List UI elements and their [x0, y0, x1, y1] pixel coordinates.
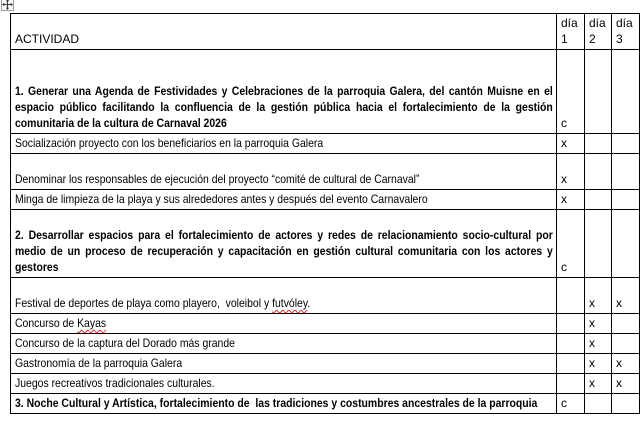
day1-mark-cell[interactable]: [557, 278, 585, 314]
activity-cell[interactable]: [11, 334, 557, 354]
activity-text: Minga de limpieza de la playa y sus alrededores antes y después del evento Carnavalero: [15, 192, 428, 206]
day3-mark-cell[interactable]: x: [612, 374, 640, 394]
table-move-handle-icon[interactable]: [1, 0, 14, 11]
activity-schedule-table: [10, 13, 640, 414]
table-row: [11, 134, 640, 154]
table-row: [11, 278, 640, 314]
misspelled-word: futvóley: [272, 296, 308, 310]
day3-mark-cell[interactable]: [612, 134, 640, 154]
day3-mark-cell[interactable]: [612, 210, 640, 278]
activity-text: Juegos recreativos tradicionales culturales.: [15, 376, 215, 390]
day1-mark-cell[interactable]: [557, 354, 585, 374]
day1-mark-cell[interactable]: c: [557, 210, 585, 278]
activity-text: Denominar los responsables de ejecución del proyecto “comité de cultural de Carnaval”: [15, 172, 420, 186]
column-header-dia-3[interactable]: día 3: [612, 14, 640, 50]
day2-mark-cell[interactable]: [585, 50, 612, 134]
column-header-dia-2[interactable]: día 2: [585, 14, 612, 50]
activity-cell[interactable]: [11, 154, 557, 190]
table-row: [11, 394, 640, 414]
table-row: [11, 50, 640, 134]
activity-cell[interactable]: [11, 394, 557, 414]
day2-mark-cell[interactable]: x: [585, 314, 612, 334]
day3-mark-cell[interactable]: [612, 394, 640, 414]
column-header-dia-1[interactable]: día 1: [557, 14, 585, 50]
activity-text: Concurso de Kayas: [15, 316, 107, 330]
misspelled-word: Kayas: [77, 316, 107, 330]
day2-mark-cell[interactable]: [585, 134, 612, 154]
table-row: [11, 354, 640, 374]
table-body: [11, 50, 640, 414]
column-header-actividad[interactable]: ACTIVIDAD: [11, 14, 557, 50]
table-row: [11, 154, 640, 190]
day1-mark-cell[interactable]: x: [557, 134, 585, 154]
header-row: [11, 14, 640, 50]
day3-mark-cell[interactable]: x: [612, 354, 640, 374]
day2-mark-cell[interactable]: [585, 394, 612, 414]
activity-text: Festival de deportes de playa como playero, voleibol y futvóley.: [15, 296, 311, 310]
day3-mark-cell[interactable]: [612, 334, 640, 354]
activity-cell[interactable]: [11, 374, 557, 394]
day3-mark-cell[interactable]: [612, 50, 640, 134]
activity-cell[interactable]: [11, 314, 557, 334]
activity-text: 2. Desarrollar espacios para el fortalecimiento de actores y redes de relacionamiento socio-cultural por medio de un proceso de recuperación y capacitación en gestión cultural comunitaria con los actores y gestores: [15, 228, 556, 274]
day3-mark-cell[interactable]: [612, 154, 640, 190]
activity-cell[interactable]: [11, 50, 557, 134]
activity-text: Concurso de la captura del Dorado más grande: [15, 336, 235, 350]
day3-mark-cell[interactable]: x: [612, 278, 640, 314]
activity-cell[interactable]: [11, 210, 557, 278]
table-row: [11, 334, 640, 354]
activity-cell[interactable]: [11, 190, 557, 210]
day2-mark-cell[interactable]: x: [585, 278, 612, 314]
day2-mark-cell[interactable]: x: [585, 354, 612, 374]
activity-text: Socialización proyecto con los beneficiarios en la parroquia Galera: [15, 136, 324, 150]
day2-mark-cell[interactable]: [585, 190, 612, 210]
day2-mark-cell[interactable]: x: [585, 374, 612, 394]
day3-mark-cell[interactable]: [612, 190, 640, 210]
table-row: [11, 374, 640, 394]
activity-text: Gastronomía de la parroquia Galera: [15, 356, 183, 370]
day1-mark-cell[interactable]: x: [557, 154, 585, 190]
day1-mark-cell[interactable]: [557, 314, 585, 334]
activity-text: 3. Noche Cultural y Artística, fortalecimiento de las tradiciones y costumbres ancestrales de la parroquia: [15, 396, 538, 410]
day1-mark-cell[interactable]: c: [557, 394, 585, 414]
table-row: [11, 190, 640, 210]
day3-mark-cell[interactable]: [612, 314, 640, 334]
table-row: [11, 314, 640, 334]
activity-cell[interactable]: [11, 354, 557, 374]
day2-mark-cell[interactable]: [585, 154, 612, 190]
day2-mark-cell[interactable]: [585, 210, 612, 278]
activity-cell[interactable]: [11, 134, 557, 154]
day1-mark-cell[interactable]: c: [557, 50, 585, 134]
day2-mark-cell[interactable]: x: [585, 334, 612, 354]
table-row: [11, 210, 640, 278]
day1-mark-cell[interactable]: x: [557, 190, 585, 210]
day1-mark-cell[interactable]: [557, 334, 585, 354]
activity-text: 1. Generar una Agenda de Festividades y Celebraciones de la parroquia Galera, del cantón Muisne en el espacio público facilitando la confluencia de la gestión pública hacia el fortalecimiento de la gestión comunitaria de la cultura de Carnaval 2026: [15, 84, 556, 130]
day1-mark-cell[interactable]: [557, 374, 585, 394]
activity-cell[interactable]: [11, 278, 557, 314]
